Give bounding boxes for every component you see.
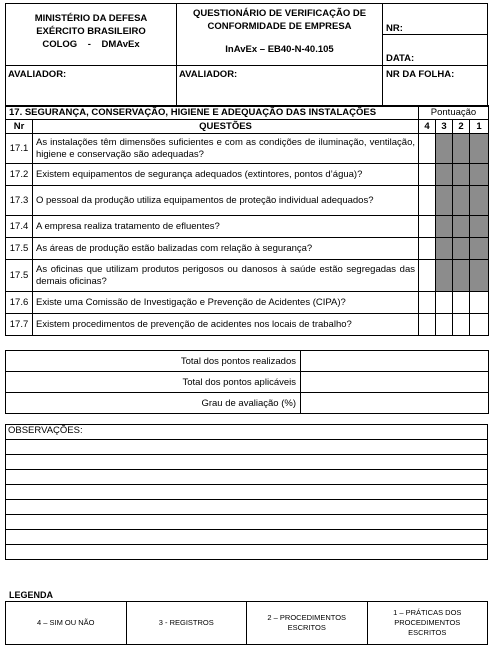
question-nr: 17.5 (6, 238, 33, 260)
score-cell-3[interactable] (436, 216, 453, 238)
question-row (6, 238, 489, 260)
score-cell-3[interactable] (436, 238, 453, 260)
question-row (6, 164, 489, 186)
score-cell-3[interactable] (436, 260, 453, 292)
score-cell-4[interactable] (419, 216, 436, 238)
score-cell-3[interactable] (436, 292, 453, 314)
total-applicable-label: Total dos pontos aplicáveis (6, 372, 301, 393)
score-col-3: 3 (436, 120, 453, 134)
evaluator1-label: AVALIADOR: (8, 69, 67, 80)
org-unit: COLOG - DMAvEx (42, 39, 140, 50)
question-row (6, 186, 489, 216)
org-ministry: MINISTÉRIO DA DEFESA (34, 13, 148, 24)
question-text: O pessoal da produção utiliza equipamentos de proteção individual adequados? (33, 186, 419, 216)
org-block (6, 4, 177, 66)
question-nr: 17.7 (6, 314, 33, 336)
question-text: Existem procedimentos de prevenção de acidentes nos locais de trabalho? (33, 314, 419, 336)
question-text: Existe uma Comissão de Investigação e Prevenção de Acidentes (CIPA)? (33, 292, 419, 314)
section-title: 17. SEGURANÇA, CONSERVAÇÃO, HIGIENE E ADEQUAÇÃO DAS INSTALAÇÕES (6, 106, 419, 120)
score-cell-4[interactable] (419, 314, 436, 336)
col-questions-header: QUESTÕES (33, 120, 419, 134)
legend-item-4: 4 – SIM OU NÃO (6, 602, 127, 645)
observations-line[interactable] (6, 470, 488, 485)
score-cell-1[interactable] (470, 314, 489, 336)
score-cell-1[interactable] (470, 292, 489, 314)
evaluator1-field[interactable] (6, 66, 177, 107)
legend-title: LEGENDA (9, 590, 54, 600)
score-cell-4[interactable] (419, 238, 436, 260)
legend-item-3: 3 - REGISTROS (126, 602, 247, 645)
question-text: As instalações têm dimensões suficientes e com as condições de iluminação, ventilação, higiene e conservação são adequadas? (33, 134, 419, 164)
score-cell-3[interactable] (436, 164, 453, 186)
score-col-1: 1 (470, 120, 489, 134)
date-label: DATA: (386, 53, 415, 64)
score-cell-1[interactable] (470, 260, 489, 292)
questions-table (5, 105, 489, 336)
question-row (6, 260, 489, 292)
evaluation-grade-label: Grau de avaliação (%) (6, 393, 301, 414)
sheet-number-field[interactable] (383, 66, 488, 107)
form-header (5, 3, 488, 107)
score-cell-2[interactable] (453, 314, 470, 336)
observations-line[interactable] (6, 440, 488, 455)
score-cell-2[interactable] (453, 238, 470, 260)
score-cell-3[interactable] (436, 314, 453, 336)
score-cell-1[interactable] (470, 164, 489, 186)
observations-line[interactable] (6, 485, 488, 500)
score-cell-1[interactable] (470, 238, 489, 260)
score-cell-4[interactable] (419, 292, 436, 314)
evaluator2-field[interactable] (177, 66, 383, 107)
score-cell-3[interactable] (436, 186, 453, 216)
score-cell-2[interactable] (453, 260, 470, 292)
question-row (6, 314, 489, 336)
score-col-2: 2 (453, 120, 470, 134)
question-text: Existem equipamentos de segurança adequados (extintores, pontos d’água)? (33, 164, 419, 186)
question-row (6, 216, 489, 238)
form-code: InAvEx – EB40-N-40.105 (225, 44, 334, 55)
title-block (177, 4, 383, 66)
org-army: EXÉRCITO BRASILEIRO (36, 26, 146, 37)
observations-table (5, 424, 488, 560)
total-applicable-value[interactable] (301, 372, 489, 393)
question-row (6, 134, 489, 164)
col-nr-header: Nr (6, 120, 33, 134)
score-cell-4[interactable] (419, 164, 436, 186)
question-nr: 17.3 (6, 186, 33, 216)
score-cell-3[interactable] (436, 134, 453, 164)
legend-table (5, 601, 488, 645)
score-cell-2[interactable] (453, 292, 470, 314)
totals-table (5, 350, 489, 414)
score-col-4: 4 (419, 120, 436, 134)
score-cell-2[interactable] (453, 186, 470, 216)
score-cell-2[interactable] (453, 134, 470, 164)
question-nr: 17.6 (6, 292, 33, 314)
question-text: As oficinas que utilizam produtos perigosos ou danosos à saúde estão segregadas das demais oficinas? (33, 260, 419, 292)
observations-label: OBSERVAÇÕES: (6, 425, 488, 440)
total-realized-value[interactable] (301, 351, 489, 372)
question-nr: 17.4 (6, 216, 33, 238)
form-title: QUESTIONÁRIO DE VERIFICAÇÃO DE CONFORMIDADE DE EMPRESA (192, 8, 367, 32)
nr-field[interactable] (383, 4, 488, 35)
score-cell-1[interactable] (470, 186, 489, 216)
evaluation-grade-value[interactable] (301, 393, 489, 414)
score-cell-2[interactable] (453, 216, 470, 238)
score-cell-4[interactable] (419, 134, 436, 164)
observations-line[interactable] (6, 500, 488, 515)
score-cell-1[interactable] (470, 134, 489, 164)
legend-item-2: 2 – PROCEDIMENTOS ESCRITOS (247, 602, 368, 645)
question-text: A empresa realiza tratamento de efluentes? (33, 216, 419, 238)
legend-item-1: 1 – PRÁTICAS DOS PROCEDIMENTOS ESCRITOS (367, 602, 488, 645)
total-realized-label: Total dos pontos realizados (6, 351, 301, 372)
sheet-number-label: NR DA FOLHA: (386, 69, 455, 80)
question-text: As áreas de produção estão balizadas com relação à segurança? (33, 238, 419, 260)
observations-line[interactable] (6, 530, 488, 545)
observations-line[interactable] (6, 515, 488, 530)
score-cell-4[interactable] (419, 260, 436, 292)
question-nr: 17.1 (6, 134, 33, 164)
question-nr: 17.2 (6, 164, 33, 186)
score-cell-4[interactable] (419, 186, 436, 216)
score-header: Pontuação (419, 106, 489, 120)
observations-line[interactable] (6, 455, 488, 470)
score-cell-2[interactable] (453, 164, 470, 186)
evaluator2-label: AVALIADOR: (179, 69, 238, 80)
question-row (6, 292, 489, 314)
question-nr: 17.5 (6, 260, 33, 292)
observations-line[interactable] (6, 545, 488, 560)
nr-label: NR: (386, 23, 403, 34)
date-field[interactable] (383, 35, 488, 66)
score-cell-1[interactable] (470, 216, 489, 238)
